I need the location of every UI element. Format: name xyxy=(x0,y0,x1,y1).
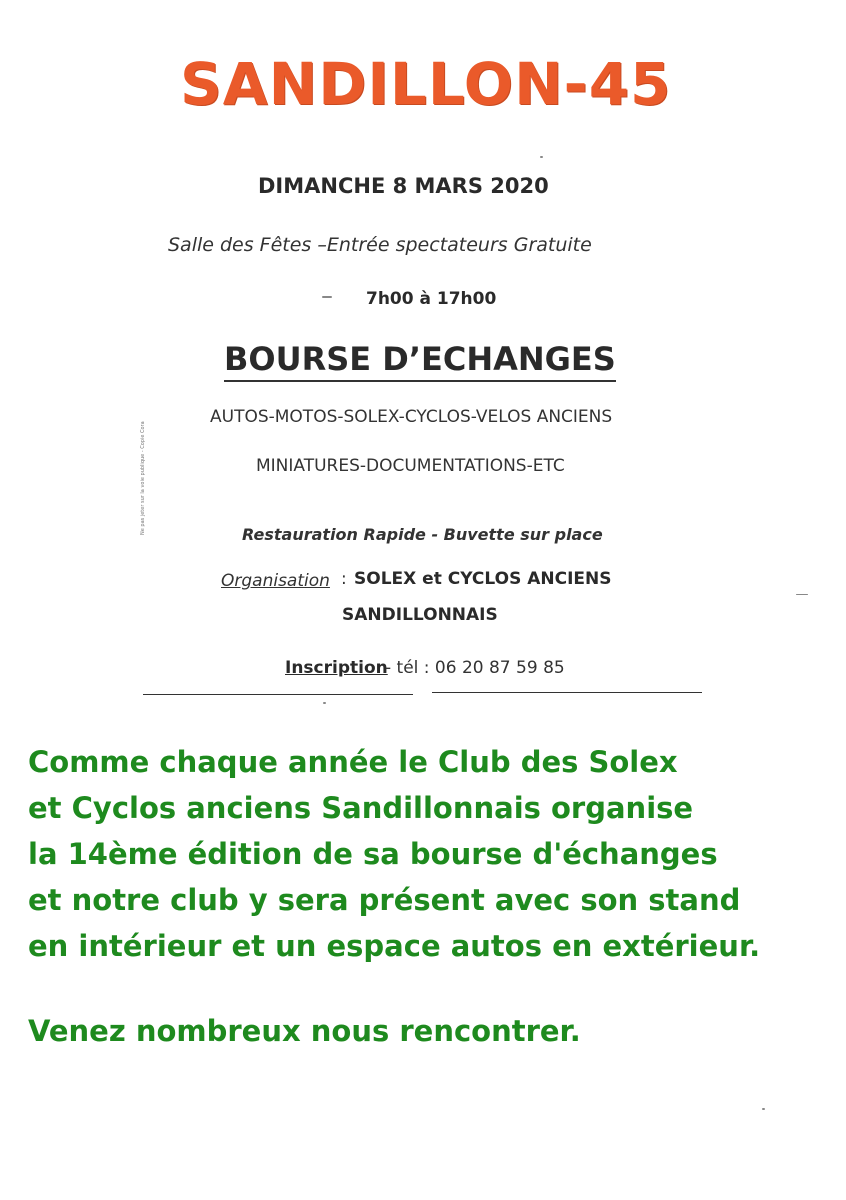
organisation-separator: : xyxy=(341,569,347,589)
organisation-name-line-1: SOLEX et CYCLOS ANCIENS xyxy=(354,569,612,589)
side-print-note: Ne pas jeter sur la voie publique - Copie Cora xyxy=(140,421,146,535)
divider-left xyxy=(143,694,413,695)
announcement-closing: Venez nombreux nous rencontrer. xyxy=(28,1014,581,1048)
poster-title: SANDILLON-45 xyxy=(180,50,672,118)
announcement-line: et Cyclos anciens Sandillonnais organise xyxy=(28,791,694,825)
announcement-line: et notre club y sera présent avec son stand xyxy=(28,883,741,917)
scan-speck xyxy=(796,594,808,595)
food-info: Restauration Rapide - Buvette sur place xyxy=(242,525,603,544)
categories-line-2: MINIATURES-DOCUMENTATIONS-ETC xyxy=(256,456,565,476)
scan-speck xyxy=(322,296,332,298)
event-date: DIMANCHE 8 MARS 2020 xyxy=(258,174,549,198)
inscription-phone: - tél : 06 20 87 59 85 xyxy=(385,658,565,678)
divider-right xyxy=(432,692,702,693)
announcement-line: Comme chaque année le Club des Solex xyxy=(28,745,678,779)
inscription-label: Inscription xyxy=(285,658,388,678)
categories-line-1: AUTOS-MOTOS-SOLEX-CYCLOS-VELOS ANCIENS xyxy=(210,407,613,427)
announcement-line: la 14ème édition de sa bourse d'échanges xyxy=(28,837,718,871)
scan-speck xyxy=(323,702,326,704)
announcement-line: en intérieur et un espace autos en extérieur. xyxy=(28,929,761,963)
organisation-name-line-2: SANDILLONNAIS xyxy=(342,605,498,625)
scan-speck xyxy=(540,156,543,158)
event-name: BOURSE D’ECHANGES xyxy=(224,340,616,382)
scan-speck xyxy=(762,1108,765,1110)
event-venue: Salle des Fêtes –Entrée spectateurs Gratuite xyxy=(168,234,592,256)
event-hours: 7h00 à 17h00 xyxy=(366,289,497,309)
organisation-label: Organisation xyxy=(221,571,330,591)
